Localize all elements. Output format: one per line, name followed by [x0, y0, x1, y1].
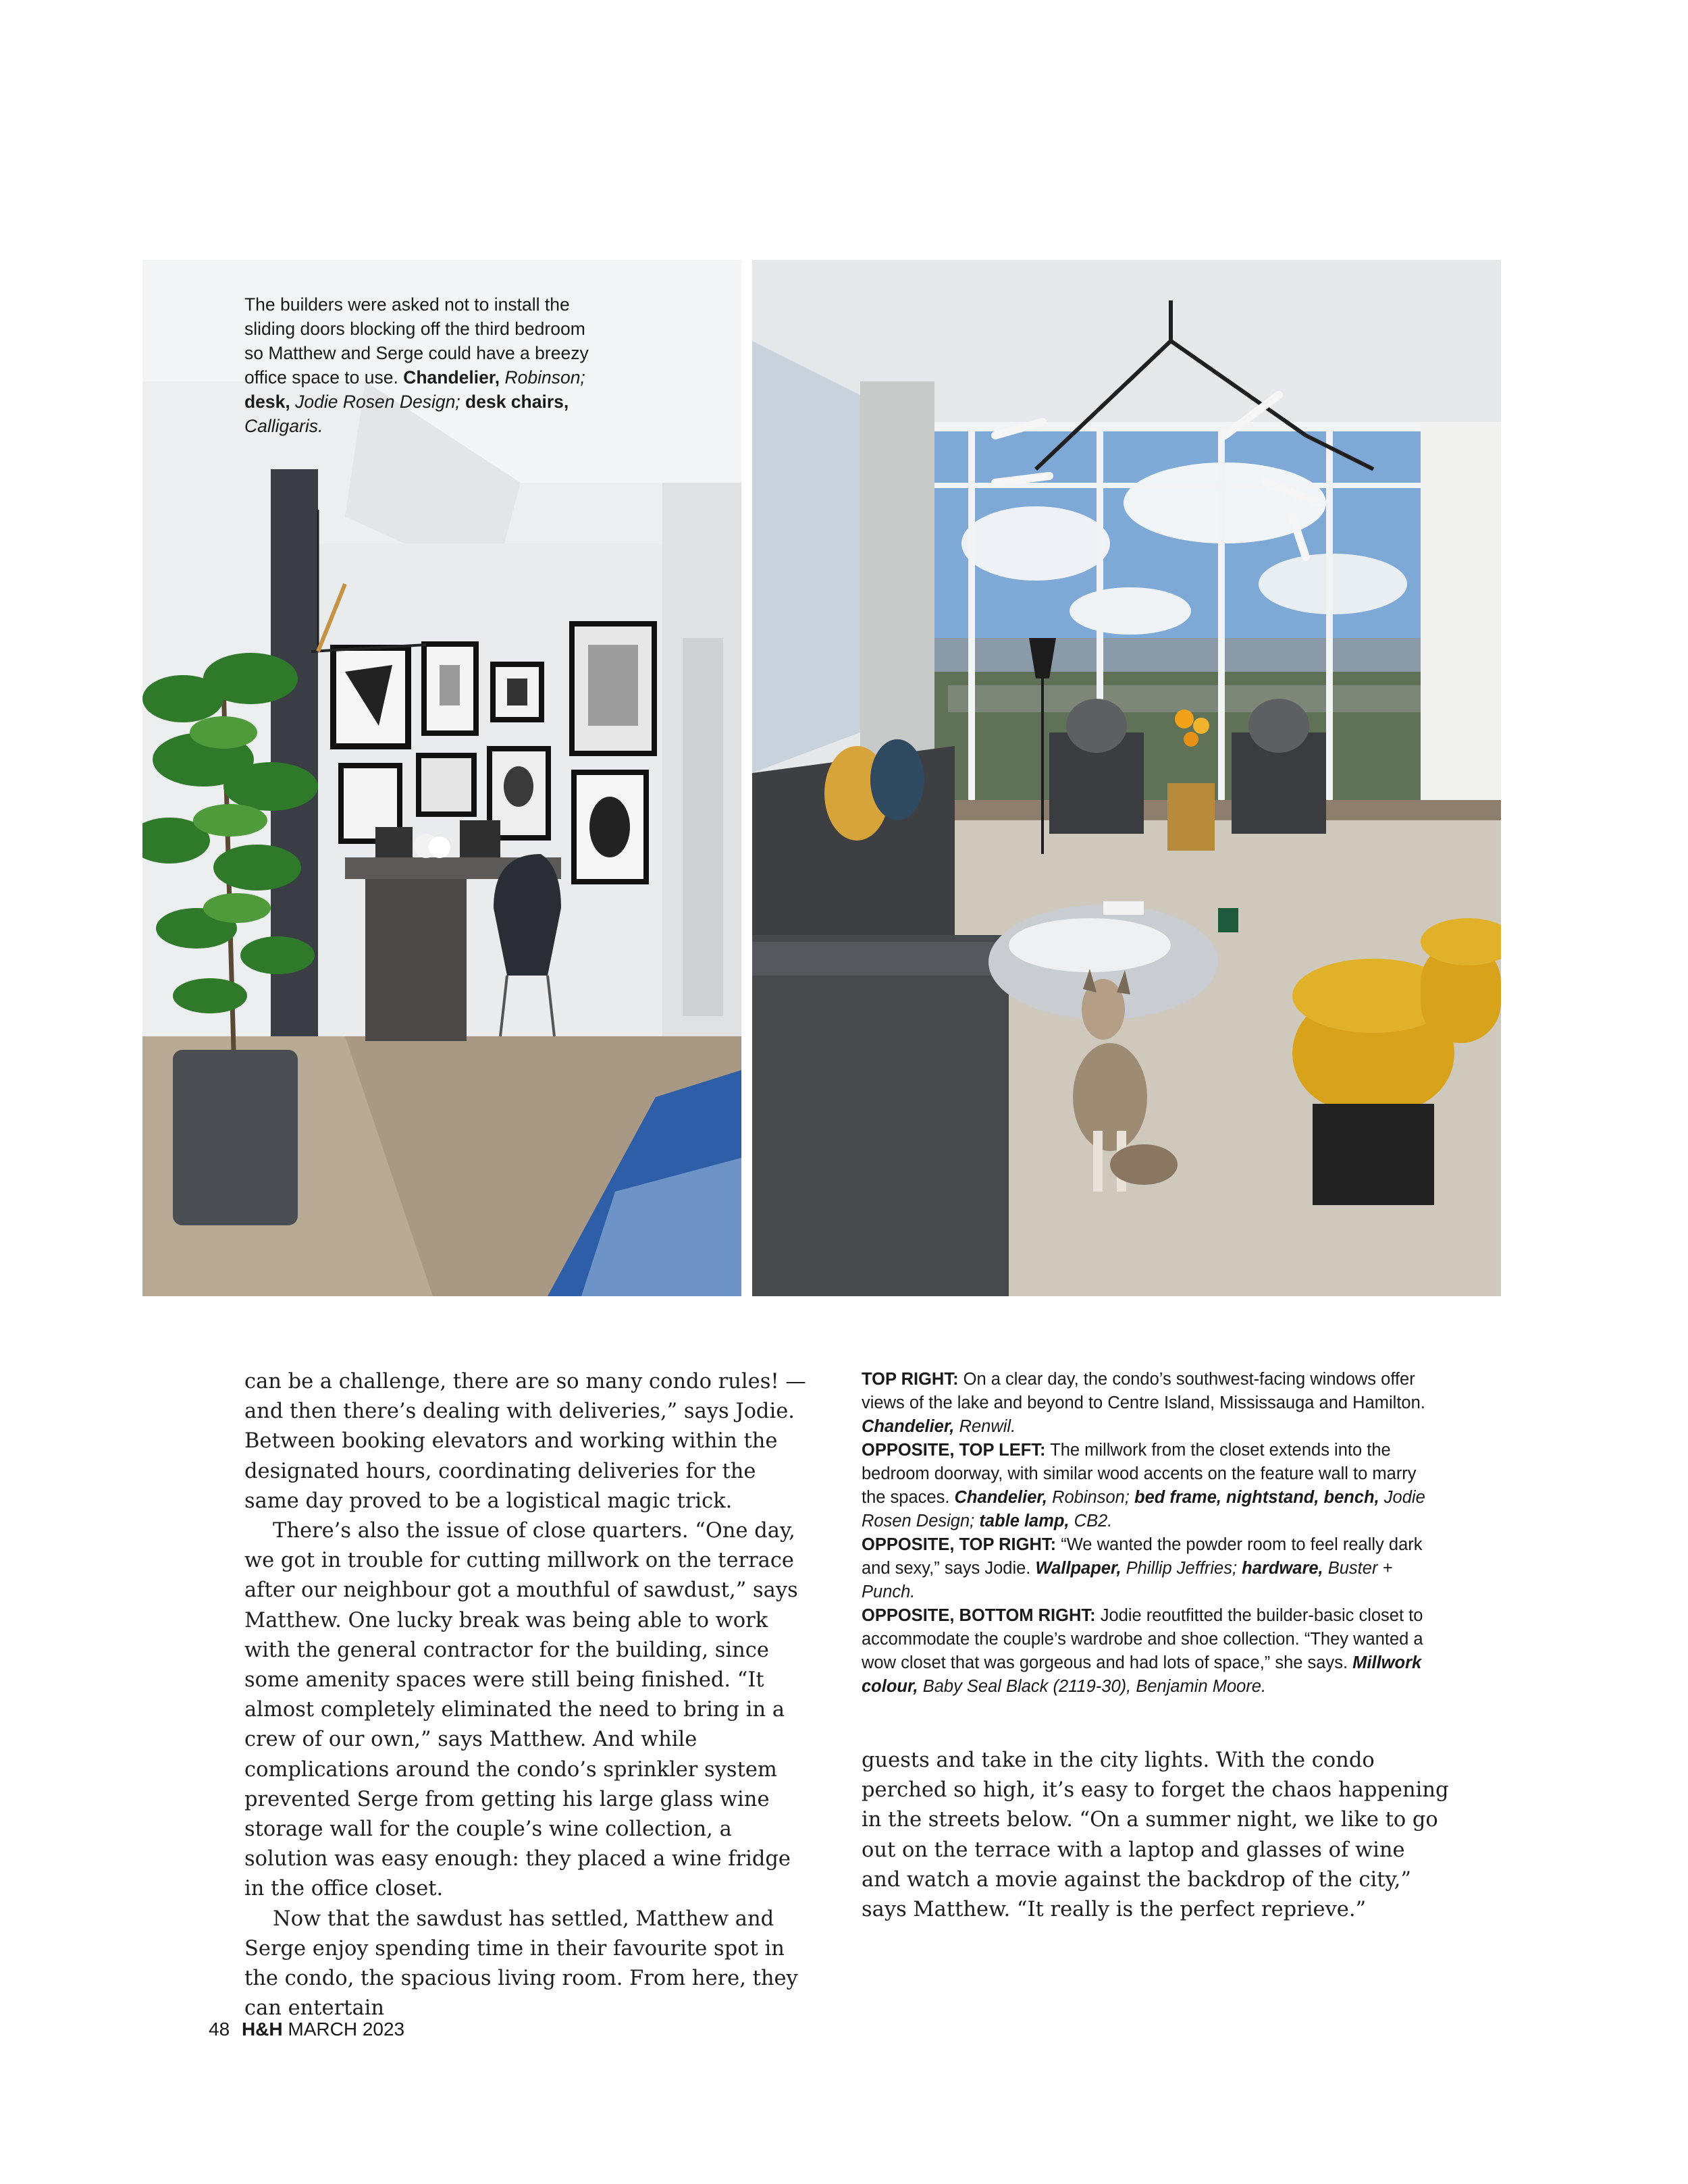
- credit-item-value: Phillip Jeffries;: [1126, 1559, 1238, 1578]
- credit-item-value: Jodie Rosen Design;: [862, 1488, 1425, 1530]
- credit-label: OPPOSITE, TOP LEFT:: [862, 1441, 1046, 1460]
- credit-item-value: Renwil.: [959, 1417, 1016, 1436]
- credit-item-label: hardware,: [1242, 1559, 1323, 1578]
- caption-item-value: Robinson;: [504, 367, 585, 388]
- credit-opposite-top-left: [862, 1439, 1442, 1533]
- page-folio: [209, 2019, 404, 2040]
- magazine-brand: H&H: [241, 2019, 283, 2040]
- caption-item-value: Calligaris.: [244, 416, 323, 436]
- credit-text: On a clear day, the condo’s southwest-facing windows offer views of the lake and beyond to Centre Island, Mississauga and Hamilton.: [862, 1370, 1425, 1412]
- credit-opposite-bottom-right: [862, 1604, 1442, 1699]
- credit-label: TOP RIGHT:: [862, 1370, 959, 1389]
- caption-text: The builders were asked not to install the sliding doors blocking off the third bedroom so Matthew and Serge could have a breezy office space to use.: [244, 294, 589, 388]
- credit-text: “We wanted the powder room to feel really dark and sexy,” says Jodie.: [862, 1535, 1423, 1578]
- issue-date: MARCH 2023: [288, 2019, 405, 2040]
- credit-item-value: Baby Seal Black (2119-30), Benjamin Moore.: [922, 1677, 1267, 1696]
- page-number: 48: [209, 2019, 230, 2040]
- credit-item-value: Buster + Punch.: [862, 1559, 1393, 1601]
- credit-opposite-top-right: [862, 1533, 1442, 1604]
- credit-text: Jodie reoutfitted the builder-basic closet to accommodate the couple’s wardrobe and shoe collection. “They wanted a wow closet that was gorgeous and had lots of space,” she says.: [862, 1606, 1423, 1672]
- caption-item-label: desk,: [244, 392, 290, 412]
- photo-caption: [244, 292, 596, 438]
- caption-item-value: Jodie Rosen Design;: [295, 392, 460, 412]
- caption-item-label: desk chairs,: [465, 392, 569, 412]
- article-column-left: [244, 1367, 816, 2023]
- living-room-photo: [752, 260, 1501, 1296]
- article-column-right: [862, 1746, 1449, 1925]
- article-paragraph: Now that the sawdust has settled, Matthew and Serge enjoy spending time in their favourite spot in the condo, the spacious living room. From here, they can entertain: [244, 1907, 798, 2021]
- article-paragraph: can be a challenge, there are so many condo rules! — and then there’s dealing with deliveries,” says Jodie. Between booking elevators and working within the designated hours, coordinating deliveries for the same day proved to be a logistical magic trick.: [244, 1370, 806, 1513]
- caption-item-label: Chandelier,: [403, 367, 500, 388]
- credit-label: OPPOSITE, TOP RIGHT:: [862, 1535, 1057, 1554]
- credit-item-label: Chandelier,: [954, 1488, 1047, 1507]
- photo-credits: [862, 1368, 1442, 1699]
- credit-item-label: Wallpaper,: [1035, 1559, 1122, 1578]
- article-paragraph: guests and take in the city lights. With the condo perched so high, it’s easy to forget the chaos happening in the streets below. “On a summer night, we like to go out on the terrace with a laptop and glasses of wine and watch a movie against the backdrop of the city,” says Matthew. “It really is the perfect reprieve.”: [862, 1749, 1449, 1922]
- credit-item-value: Robinson;: [1052, 1488, 1130, 1507]
- credit-item-label: Millwork colour,: [862, 1653, 1422, 1696]
- credit-text: The millwork from the closet extends into the bedroom doorway, with similar wood accents on the feature wall to marry the spaces.: [862, 1441, 1417, 1507]
- article-paragraph: There’s also the issue of close quarters. “One day, we got in trouble for cutting millwork on the terrace after our neighbour got a mouthful of sawdust,” says Matthew. One lucky break was being able to work with the general contractor for the building, since some amenity spaces were still being finished. “It almost completely eliminated the need to bring in a crew of our own,” says Matthew. And while complications around the condo’s sprinkler system prevented Serge from getting his large glass wine storage wall for the couple’s wine collection, a solution was easy enough: they placed a wine fridge in the office closet.: [244, 1519, 798, 1901]
- credit-top-right: [862, 1368, 1442, 1439]
- credit-item-value: CB2.: [1074, 1512, 1113, 1530]
- credit-item-label: Chandelier,: [862, 1417, 955, 1436]
- credit-item-label: table lamp,: [979, 1512, 1070, 1530]
- credit-label: OPPOSITE, BOTTOM RIGHT:: [862, 1606, 1096, 1625]
- credit-item-label: bed frame, nightstand, bench,: [1134, 1488, 1379, 1507]
